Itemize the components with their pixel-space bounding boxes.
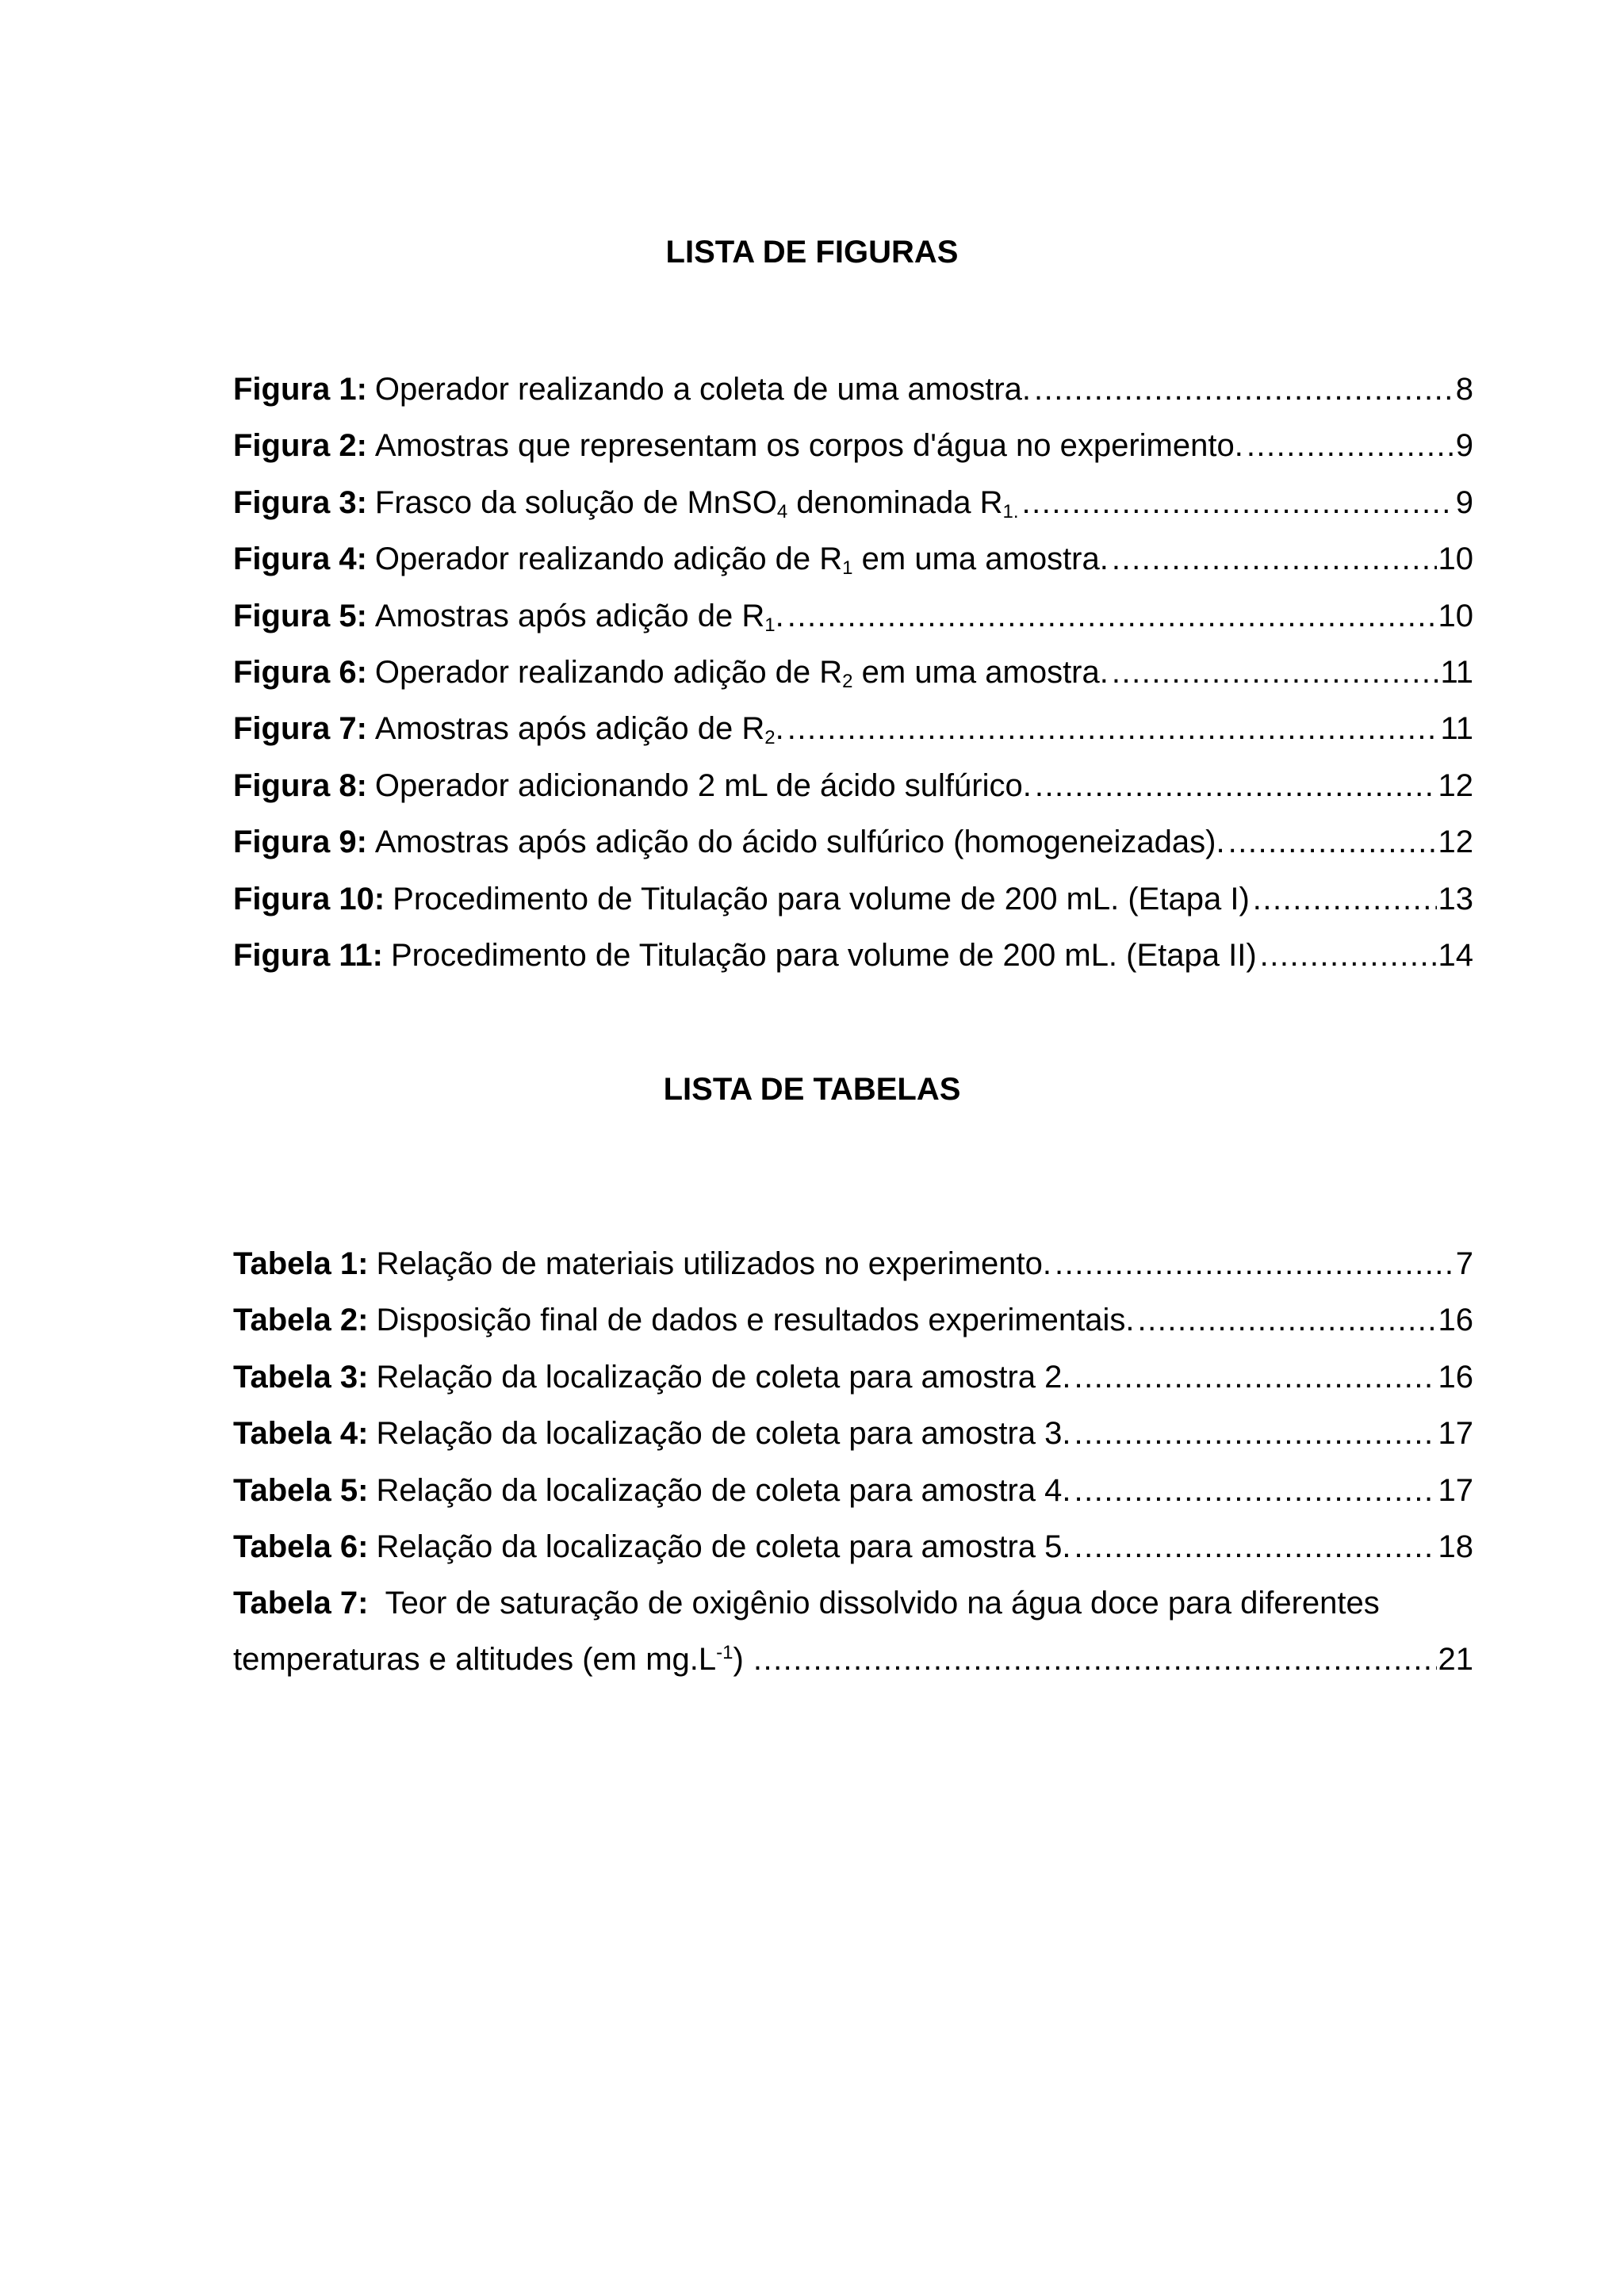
caption-text: denominada R — [787, 484, 1003, 520]
figure-entry[interactable] — [233, 647, 1473, 703]
caption-text: Operador realizando adição de R — [374, 541, 843, 577]
figure-caption: Procedimento de Titulação para volume de 200 mL. (Etapa II) — [390, 937, 1257, 973]
table-entry[interactable] — [233, 1578, 1473, 1690]
page-number: 16 — [1438, 1359, 1473, 1395]
figure-entry[interactable] — [233, 930, 1473, 986]
table-label: Tabela 5: — [233, 1472, 369, 1508]
figure-entry[interactable] — [233, 817, 1473, 873]
table-caption: Relação da localização de coleta para amostra 4. — [376, 1472, 1071, 1508]
figure-label: Figura 4: — [233, 541, 367, 577]
page-number: 14 — [1438, 937, 1473, 973]
figure-entry[interactable] — [233, 364, 1473, 420]
figure-caption: Operador realizando a coleta de uma amostra. — [374, 372, 1032, 407]
table-caption: Teor de saturação de oxigênio dissolvido na água doce para diferentes — [385, 1586, 1380, 1621]
table-caption-continuation — [233, 1637, 744, 1682]
dot-leader — [1022, 480, 1454, 525]
dot-leader — [1260, 933, 1437, 978]
table-label: Tabela 1: — [233, 1246, 369, 1281]
figure-label: Figura 2: — [233, 428, 367, 464]
figure-label: Figura 11: — [233, 937, 383, 973]
table-caption: Disposição final de dados e resultados experimentais. — [376, 1303, 1135, 1338]
page-number: 21 — [1438, 1642, 1473, 1678]
dot-leader — [1035, 763, 1437, 808]
dot-leader — [1034, 367, 1454, 411]
table-label: Tabela 7: — [233, 1586, 369, 1621]
page-number: 9 — [1455, 428, 1473, 464]
figure-caption — [367, 706, 784, 751]
page-number: 10 — [1438, 541, 1473, 577]
figure-label: Figura 5: — [233, 598, 367, 633]
page-number: 17 — [1438, 1472, 1473, 1508]
figure-label: Figura 8: — [233, 767, 367, 803]
figure-entry[interactable] — [233, 760, 1473, 817]
page-number: 10 — [1438, 598, 1473, 633]
table-caption: Relação de materiais utilizados no experimento. — [376, 1246, 1051, 1281]
dot-leader — [1055, 1242, 1454, 1286]
figure-label: Figura 1: — [233, 372, 367, 407]
figure-label: Figura 10: — [233, 881, 385, 916]
table-caption: Relação da localização de coleta para amostra 5. — [376, 1529, 1071, 1564]
subscript: 2 — [764, 727, 776, 749]
subscript: 2 — [842, 670, 853, 692]
page-number: 13 — [1438, 881, 1473, 916]
table-entry[interactable] — [233, 1408, 1473, 1464]
dot-leader — [1138, 1298, 1437, 1342]
table-entry[interactable] — [233, 1295, 1473, 1351]
figure-caption: Amostras que representam os corpos d'água no experimento. — [374, 428, 1243, 464]
caption-text: em uma amostra. — [852, 541, 1109, 577]
dot-leader — [1253, 877, 1437, 921]
page-number: 12 — [1438, 825, 1473, 860]
figure-caption — [367, 480, 1019, 525]
figure-entry[interactable] — [233, 874, 1473, 930]
caption-text: Operador realizando adição de R — [374, 654, 843, 690]
dot-leader — [1247, 423, 1454, 468]
dot-leader — [1074, 1355, 1437, 1399]
dot-leader — [787, 594, 1437, 638]
list-of-figures-heading: LISTA DE FIGURAS — [665, 235, 959, 270]
subscript: 1 — [842, 557, 853, 580]
dot-leader — [1074, 1411, 1437, 1456]
page-number: 7 — [1455, 1246, 1473, 1281]
subscript: 1 — [764, 614, 776, 636]
figure-caption: Amostras após adição do ácido sulfúrico (homogeneizadas). — [374, 825, 1225, 860]
caption-text: temperaturas e altitudes (em mg.L — [233, 1642, 717, 1678]
figure-entry[interactable] — [233, 591, 1473, 647]
page-number: 17 — [1438, 1416, 1473, 1452]
table-caption: Relação da localização de coleta para amostra 2. — [376, 1359, 1071, 1395]
figure-entry[interactable] — [233, 420, 1473, 476]
page-number: 11 — [1440, 654, 1473, 690]
table-entry[interactable] — [233, 1238, 1473, 1295]
dot-leader — [753, 1637, 1437, 1682]
caption-text: Amostras após adição de R — [374, 598, 765, 633]
dot-leader — [1112, 537, 1437, 581]
figure-caption — [367, 594, 784, 638]
figure-entry[interactable] — [233, 534, 1473, 590]
dot-leader — [787, 706, 1439, 751]
dot-leader — [1228, 820, 1437, 864]
table-label: Tabela 3: — [233, 1359, 369, 1395]
table-label: Tabela 2: — [233, 1303, 369, 1338]
figure-entry[interactable] — [233, 703, 1473, 760]
caption-text: . — [775, 598, 784, 633]
table-entry[interactable] — [233, 1352, 1473, 1408]
figure-entry[interactable] — [233, 477, 1473, 534]
page-number: 8 — [1455, 372, 1473, 407]
page-number: 9 — [1455, 484, 1473, 520]
caption-text: . — [775, 711, 784, 747]
page-number: 11 — [1440, 711, 1473, 747]
figure-label: Figura 3: — [233, 484, 367, 520]
caption-text: em uma amostra. — [852, 654, 1109, 690]
subscript: 1. — [1002, 500, 1019, 522]
figure-label: Figura 7: — [233, 711, 367, 747]
figure-label: Figura 6: — [233, 654, 367, 690]
page-number: 16 — [1438, 1303, 1473, 1338]
table-entry[interactable] — [233, 1521, 1473, 1578]
superscript: -1 — [716, 1642, 733, 1664]
list-of-tables — [233, 1238, 1473, 1690]
subscript: 4 — [776, 500, 788, 522]
table-label: Tabela 6: — [233, 1529, 369, 1564]
dot-leader — [1112, 650, 1439, 695]
caption-text: Frasco da solução de MnSO — [374, 484, 777, 520]
dot-leader — [1074, 1525, 1437, 1569]
page-number: 18 — [1438, 1529, 1473, 1564]
figure-caption — [367, 650, 1109, 695]
figure-caption: Procedimento de Titulação para volume de 200 mL. (Etapa I) — [393, 881, 1250, 916]
caption-text: ) — [733, 1642, 744, 1678]
caption-text: Amostras após adição de R — [374, 711, 765, 747]
table-label: Tabela 4: — [233, 1416, 369, 1452]
list-of-tables-heading: LISTA DE TABELAS — [663, 1072, 961, 1107]
figure-caption: Operador adicionando 2 mL de ácido sulfúrico. — [374, 767, 1032, 803]
dot-leader — [1074, 1468, 1437, 1513]
table-entry[interactable] — [233, 1465, 1473, 1521]
page-number: 12 — [1438, 767, 1473, 803]
list-of-figures — [233, 364, 1473, 986]
table-caption: Relação da localização de coleta para amostra 3. — [376, 1416, 1071, 1452]
figure-caption — [367, 537, 1109, 581]
figure-label: Figura 9: — [233, 825, 367, 860]
